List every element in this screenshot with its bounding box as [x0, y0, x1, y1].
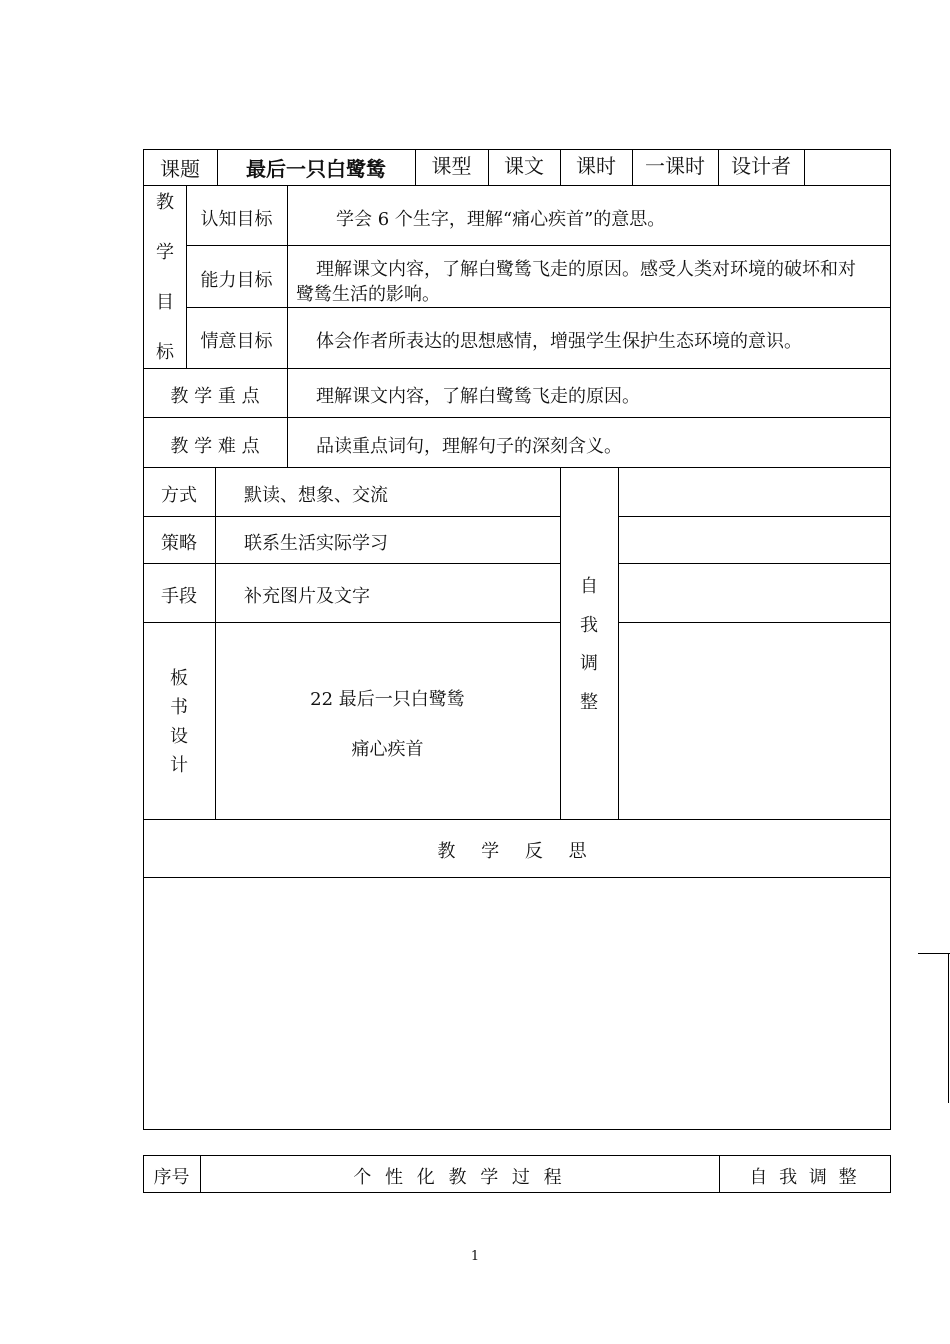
self-adjust-label [560, 568, 618, 722]
page-number: 1 [470, 1249, 480, 1264]
self-adjust-char-2: 我 [580, 614, 598, 636]
cognitive-label: 认知目标 [200, 209, 273, 230]
process-label: 个 性 化 教 学 过 程 [353, 1167, 566, 1188]
difficulty-text: 品读重点词句，理解句子的深刻含义。 [316, 436, 622, 457]
key-point-label: 教 学 重 点 [170, 386, 260, 407]
means-value: 补充图片及文字 [244, 586, 370, 607]
emotion-text: 体会作者所表达的思想感情，增强学生保护生态环境的意识。 [316, 331, 802, 352]
objectives-char-1: 教 [156, 192, 174, 213]
strategy-label: 策略 [161, 533, 197, 554]
ability-text-line1: 理解课文内容，了解白鹭鸶飞走的原因。感受人类对环境的破坏和对 [316, 259, 856, 280]
reflection-title: 教 学 反 思 [437, 841, 597, 862]
board-char-3: 设 [170, 726, 188, 747]
board-line-1: 22 最后一只白鹭鸶 [310, 689, 465, 710]
ability-label: 能力目标 [200, 270, 273, 291]
type-label: 课型 [431, 154, 472, 178]
strategy-value: 联系生活实际学习 [244, 533, 388, 554]
board-line-2: 痛心疾首 [351, 739, 424, 760]
objectives-group-label [144, 178, 186, 378]
self-adjust-char-3: 调 [580, 653, 598, 674]
board-char-1: 板 [170, 668, 188, 689]
board-char-2: 书 [170, 697, 188, 718]
difficulty-label: 教 学 难 点 [170, 436, 260, 457]
reflection-content-area[interactable] [144, 878, 890, 1129]
designer-label: 设计者 [731, 154, 791, 178]
self-adjust-char-4: 整 [580, 691, 598, 713]
emotion-label: 情意目标 [200, 331, 273, 352]
adjust-label: 自 我 调 整 [749, 1167, 860, 1188]
topic-label: 课题 [160, 157, 200, 181]
mode-label: 方式 [161, 485, 197, 506]
topic-value: 最后一只白鹭鸶 [246, 157, 386, 181]
board-design-label [143, 664, 215, 780]
objectives-char-3: 目 [156, 292, 174, 313]
key-point-text: 理解课文内容，了解白鹭鸶飞走的原因。 [316, 386, 640, 407]
type-value: 课文 [504, 154, 544, 178]
cognitive-text: 学会 6 个生字，理解“痛心疾首”的意思。 [336, 209, 666, 230]
period-label: 课时 [576, 154, 616, 178]
mode-value: 默读、想象、交流 [244, 485, 388, 506]
objectives-char-4: 标 [156, 342, 174, 363]
objectives-char-2: 学 [156, 242, 174, 263]
board-char-4: 计 [170, 755, 188, 776]
seq-label: 序号 [153, 1167, 190, 1188]
means-label: 手段 [161, 586, 197, 607]
period-value: 一课时 [645, 154, 705, 178]
self-adjust-char-1: 自 [580, 576, 598, 597]
ability-text-line2: 鹭鸶生活的影响。 [296, 284, 440, 305]
